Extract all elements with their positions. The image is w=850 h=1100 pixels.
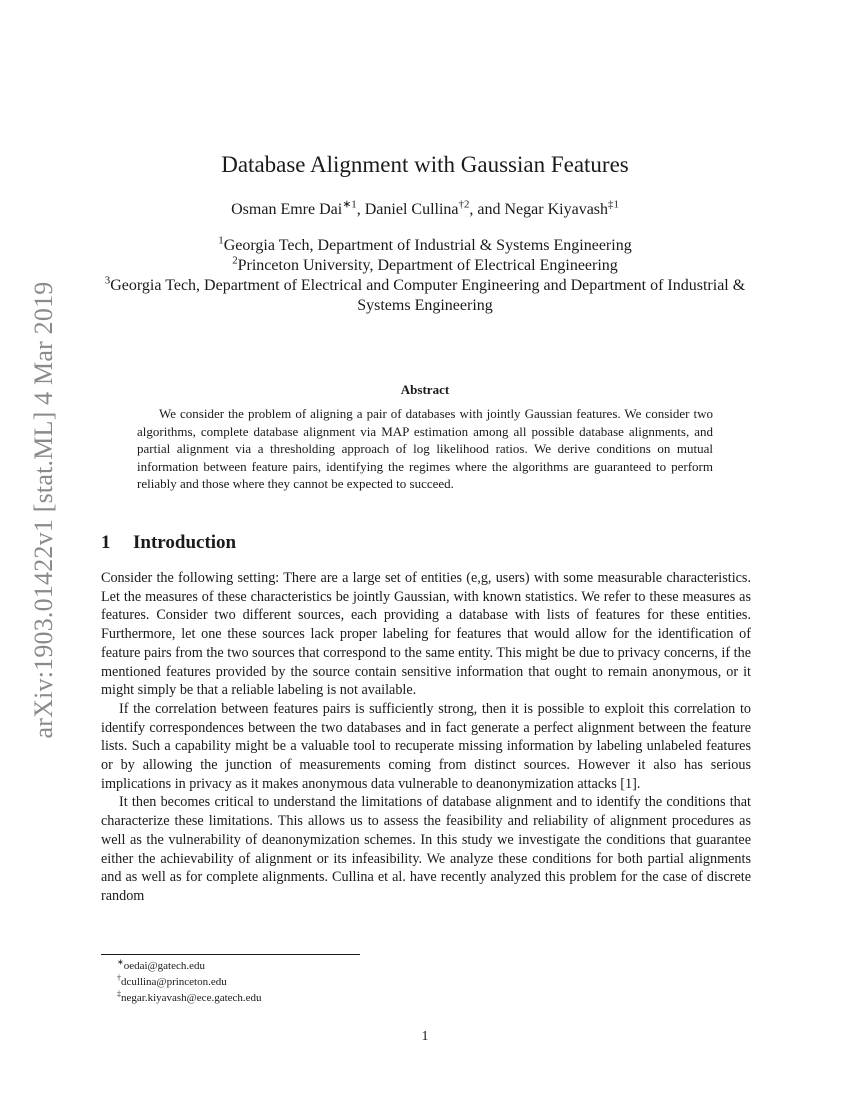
affiliation-text: Princeton University, Department of Electrical Engineering — [237, 257, 618, 274]
section-number: 1 — [101, 532, 111, 553]
abstract-text: We consider the problem of aligning a pair of databases with jointly Gaussian features. We consider two algorithms, complete database alignment via MAP estimation among all possible database alignments, and partial alignment via a thresholding approach of log likelihood ratios. We derive conditions on mutual information between feature pairs, identifying the regimes where the algorithms are guaranteed to perform reliably and those where they cannot be expected to succeed. — [137, 406, 713, 491]
affiliation — [100, 236, 750, 256]
author-mark: †2 — [458, 198, 470, 211]
affiliation-number: 2 — [232, 254, 238, 267]
affiliation — [100, 256, 750, 276]
page-number: 1 — [421, 1029, 429, 1044]
footnote-email-link[interactable]: dcullina@princeton.edu — [121, 976, 227, 988]
section-title: Introduction — [133, 532, 237, 553]
footnote-mark: ‡ — [117, 989, 121, 999]
affiliation-list — [100, 236, 750, 316]
footnote — [117, 958, 262, 974]
affiliation-number: 3 — [104, 274, 111, 287]
author-name: Daniel Cullina — [364, 201, 459, 218]
body-paragraph: If the correlation between features pairs is sufficiently strong, then it is possible to exploit this correlation to identify correspondences between the two databases and in fact generate a perfect alignment between the feature lists. Such a capability might be a valuable tool to recuperate missing information by labeling unlabeled features or by allowing the junction of measurements coming from distinct sources. However it also has serious implications in privacy as it makes anonymous data vulnerable to deanonymization attacks [1]. — [101, 700, 751, 792]
affiliation-number: 1 — [218, 234, 224, 247]
arxiv-identifier[interactable]: arXiv:1903.01422v1 [stat.ML] 4 Mar 2019 — [29, 281, 58, 739]
section-body — [101, 569, 751, 906]
author-mark: ‡1 — [608, 198, 619, 211]
affiliation — [100, 276, 750, 316]
author-separator: , — [356, 201, 365, 218]
author-name: Osman Emre Dai — [231, 201, 343, 218]
footnote — [117, 974, 262, 990]
footnote-email-link[interactable]: negar.kiyavash@ece.gatech.edu — [121, 992, 262, 1004]
section-heading — [101, 532, 236, 554]
author-separator: , and — [469, 201, 505, 218]
footnote — [117, 990, 262, 1006]
footnote-mark: † — [117, 973, 121, 983]
affiliation-text: Georgia Tech, Department of Electrical and Computer Engineering and Department of Industrial & Systems Engineering — [110, 277, 746, 314]
footnote-mark: ∗ — [117, 957, 124, 967]
footnote-list — [117, 958, 262, 1006]
author-name: Negar Kiyavash — [504, 201, 609, 218]
footnote-email-link[interactable]: oedai@gatech.edu — [123, 960, 205, 972]
footnote-divider — [101, 954, 360, 955]
author-mark: ∗1 — [342, 198, 357, 211]
body-paragraph: It then becomes critical to understand the limitations of database alignment and to identify the conditions that characterize these limitations. This allows us to assess the feasibility and reliability of alignment procedures as well as the vulnerability of deanonymization schemes. In this study we investigate the conditions that guarantee either the achievability of alignment or its infeasibility. We analyze these conditions for both partial alignments and as well as for complete alignments. Cullina et al. have recently analyzed this problem for the case of discrete random — [101, 794, 751, 904]
body-paragraph: Consider the following setting: There are a large set of entities (e,g, users) with some measurable characteristics. Let the measures of these characteristics be jointly Gaussian, with known statistics. We refer to these measures as features. Consider two different sources, each providing a database with lists of features for these entities. Furthermore, let one these sources lack proper labeling for features that would allow for the identification of feature pairs from the two sources that correspond to the same entity. This might be due to privacy concerns, if the mentioned features provided by the source contain sensitive information that ought to remain anonymous, or it might simply be that a reliable labeling is not available. — [101, 570, 751, 699]
abstract-heading: Abstract — [400, 382, 450, 397]
author-list — [0, 198, 850, 219]
paper-title: Database Alignment with Gaussian Features — [221, 152, 629, 177]
affiliation-text: Georgia Tech, Department of Industrial & Systems Engineering — [223, 237, 632, 254]
